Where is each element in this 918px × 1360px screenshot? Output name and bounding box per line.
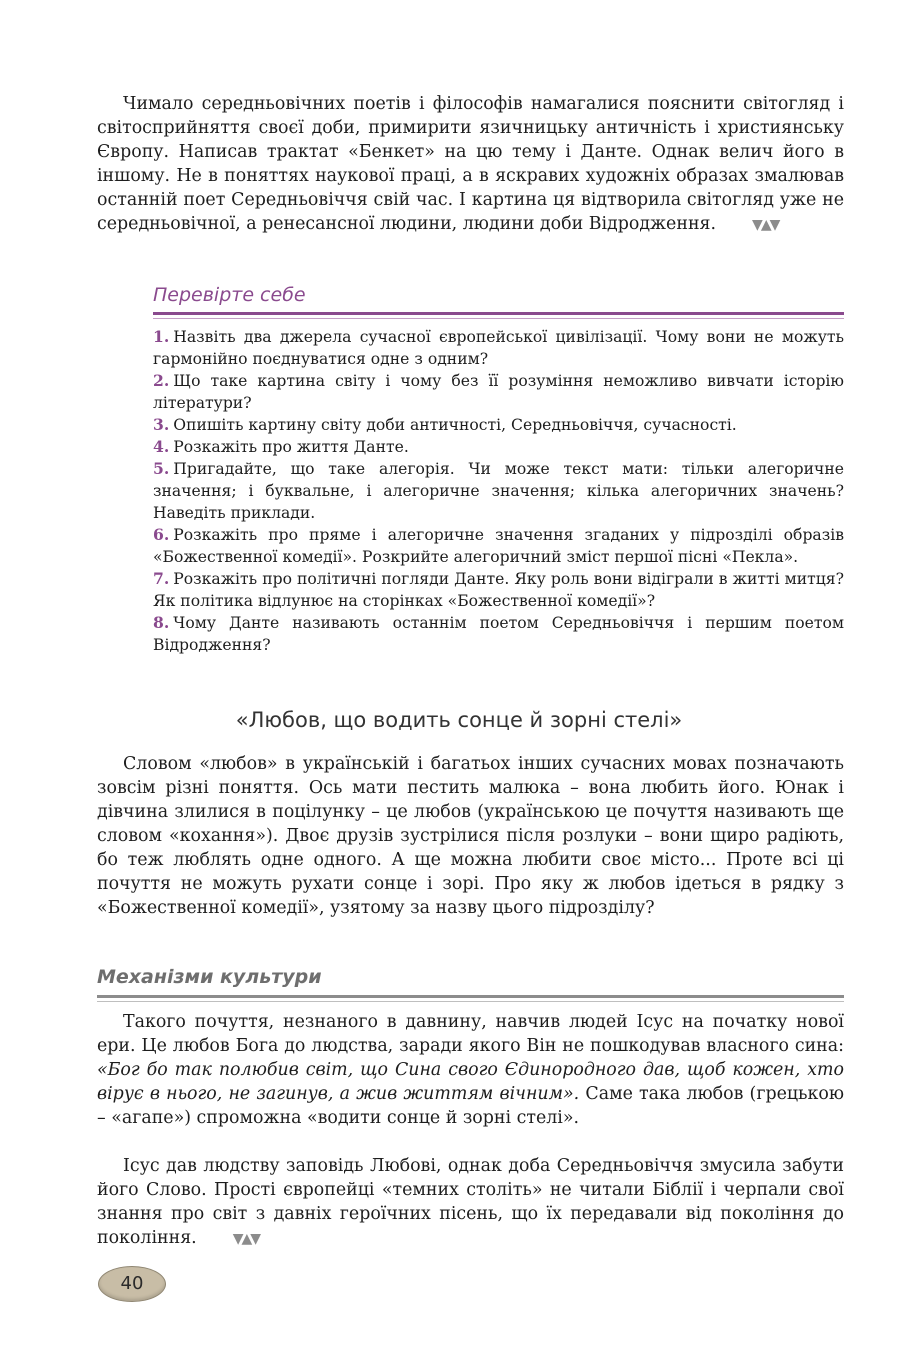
bible-quote: «Бог бо так полюбив світ, що Сина свого Єдинородного дав, щоб кожен, хто вірує в нього, не загинув, а жив життям вічним». [97, 1060, 844, 1104]
intro-paragraph [97, 92, 844, 237]
triangle-ornament-icon: ▼▲▼ [752, 217, 779, 233]
triangle-ornament-icon: ▼▲▼ [232, 1231, 260, 1247]
page-number: 40 [98, 1266, 166, 1302]
question-item: 1. Назвіть два джерела сучасної європейської цивілізації. Чому вони не можуть гармонійно поєднуватися одне з одним? [153, 327, 844, 368]
section-paragraph: Словом «любов» в українській і багатьох інших сучасних мовах позначають зовсім різні поняття. Ось мати пестить малюка – вона любить його. Юнак і дівчина злилися в поцілунку – це любов (українською це почуття називають ще словом «кохання»). Двоє друзів зустрілися після розлуки – вони щиро радіють, бо теж люблять одне одного. А ще можна любити своє місто... Проте всі ці почуття не можуть рухати сонце і зорі. Про яку ж любов ідеться в рядку з «Божественної комедії», узятому за назву цього підрозділу? [97, 754, 844, 918]
question-item: 6. Розкажіть про пряме і алегоричне значення згаданих у підрозділі образів «Божественної комедії». Розкрийте алегоричний зміст першої пісні «Пекла». [153, 525, 844, 566]
mechanisms-title: Механізми культури [97, 966, 322, 988]
section-title: «Любов, що водить сонце й зорні стелі» [235, 708, 683, 732]
mechanisms-paragraph-2: Ісус дав людству заповідь Любові, однак доба Середньовіччя змусила забути його Слово. Прості європейці «темних століть» не читали Біблії і черпали свої знання про світ з давніх героїчних пісень, що їх передавали від покоління до покоління. ▼▲▼ [97, 1154, 844, 1251]
question-item: 7. Розкажіть про політичні погляди Данте. Яку роль вони відіграли в житті митця? Як політика відлунює на сторінках «Божественної комедії»? [153, 569, 844, 610]
question-item: 5. Пригадайте, що таке алегорія. Чи може текст мати: тільки алегоричне значення; і буквальне, і алегоричне значення; кілька алегоричних значень? Наведіть приклади. [153, 459, 844, 522]
question-item: 8. Чому Данте називають останнім поетом Середньовіччя і першим поетом Відродження? [153, 613, 844, 654]
check-yourself-title: Перевірте себе [153, 284, 306, 306]
mechanisms-paragraph-1: Такого почуття, незнаного в давнину, навчив людей Ісус на початку нової ери. Це любов Бога до людства, заради якого Він не пошкодував власного сина: «Бог бо так полюбив світ, що Сина свого Єдинородного дав, щоб кожен, хто вірує в нього, не загинув, а жив життям вічним». Саме така любов (грецькою – «агапе») спроможна «водити сонце й зорні стелі». [97, 1012, 845, 1128]
intro-text: Чимало середньовічних поетів і філософів намагалися пояснити світогляд і світосприйняття своєї доби, примирити язичницьку античність і християнську Європу. Написав трактат «Бенкет» на цю тему і Данте. Однак велич його в іншому. Не в поняттях наукової праці, а в яскравих художніх образах змалював останній поет Середньовіччя свій час. І картина ця відтворила світогляд уже не середньовічної, а ренесансної людини, людини доби Відродження. [97, 94, 844, 234]
mechanisms-rule-thin [97, 1001, 844, 1002]
title-rule-thin [153, 318, 844, 319]
question-list [153, 326, 844, 656]
mechanisms-rule [97, 995, 844, 998]
title-rule [153, 312, 844, 315]
question-item: 3. Опишіть картину світу доби античності, Середньовіччя, сучасності. [153, 415, 737, 434]
question-item: 4. Розкажіть про життя Данте. [153, 437, 409, 456]
question-item: 2. Що таке картина світу і чому без її розуміння неможливо вивчати історію літератури? [153, 371, 844, 412]
